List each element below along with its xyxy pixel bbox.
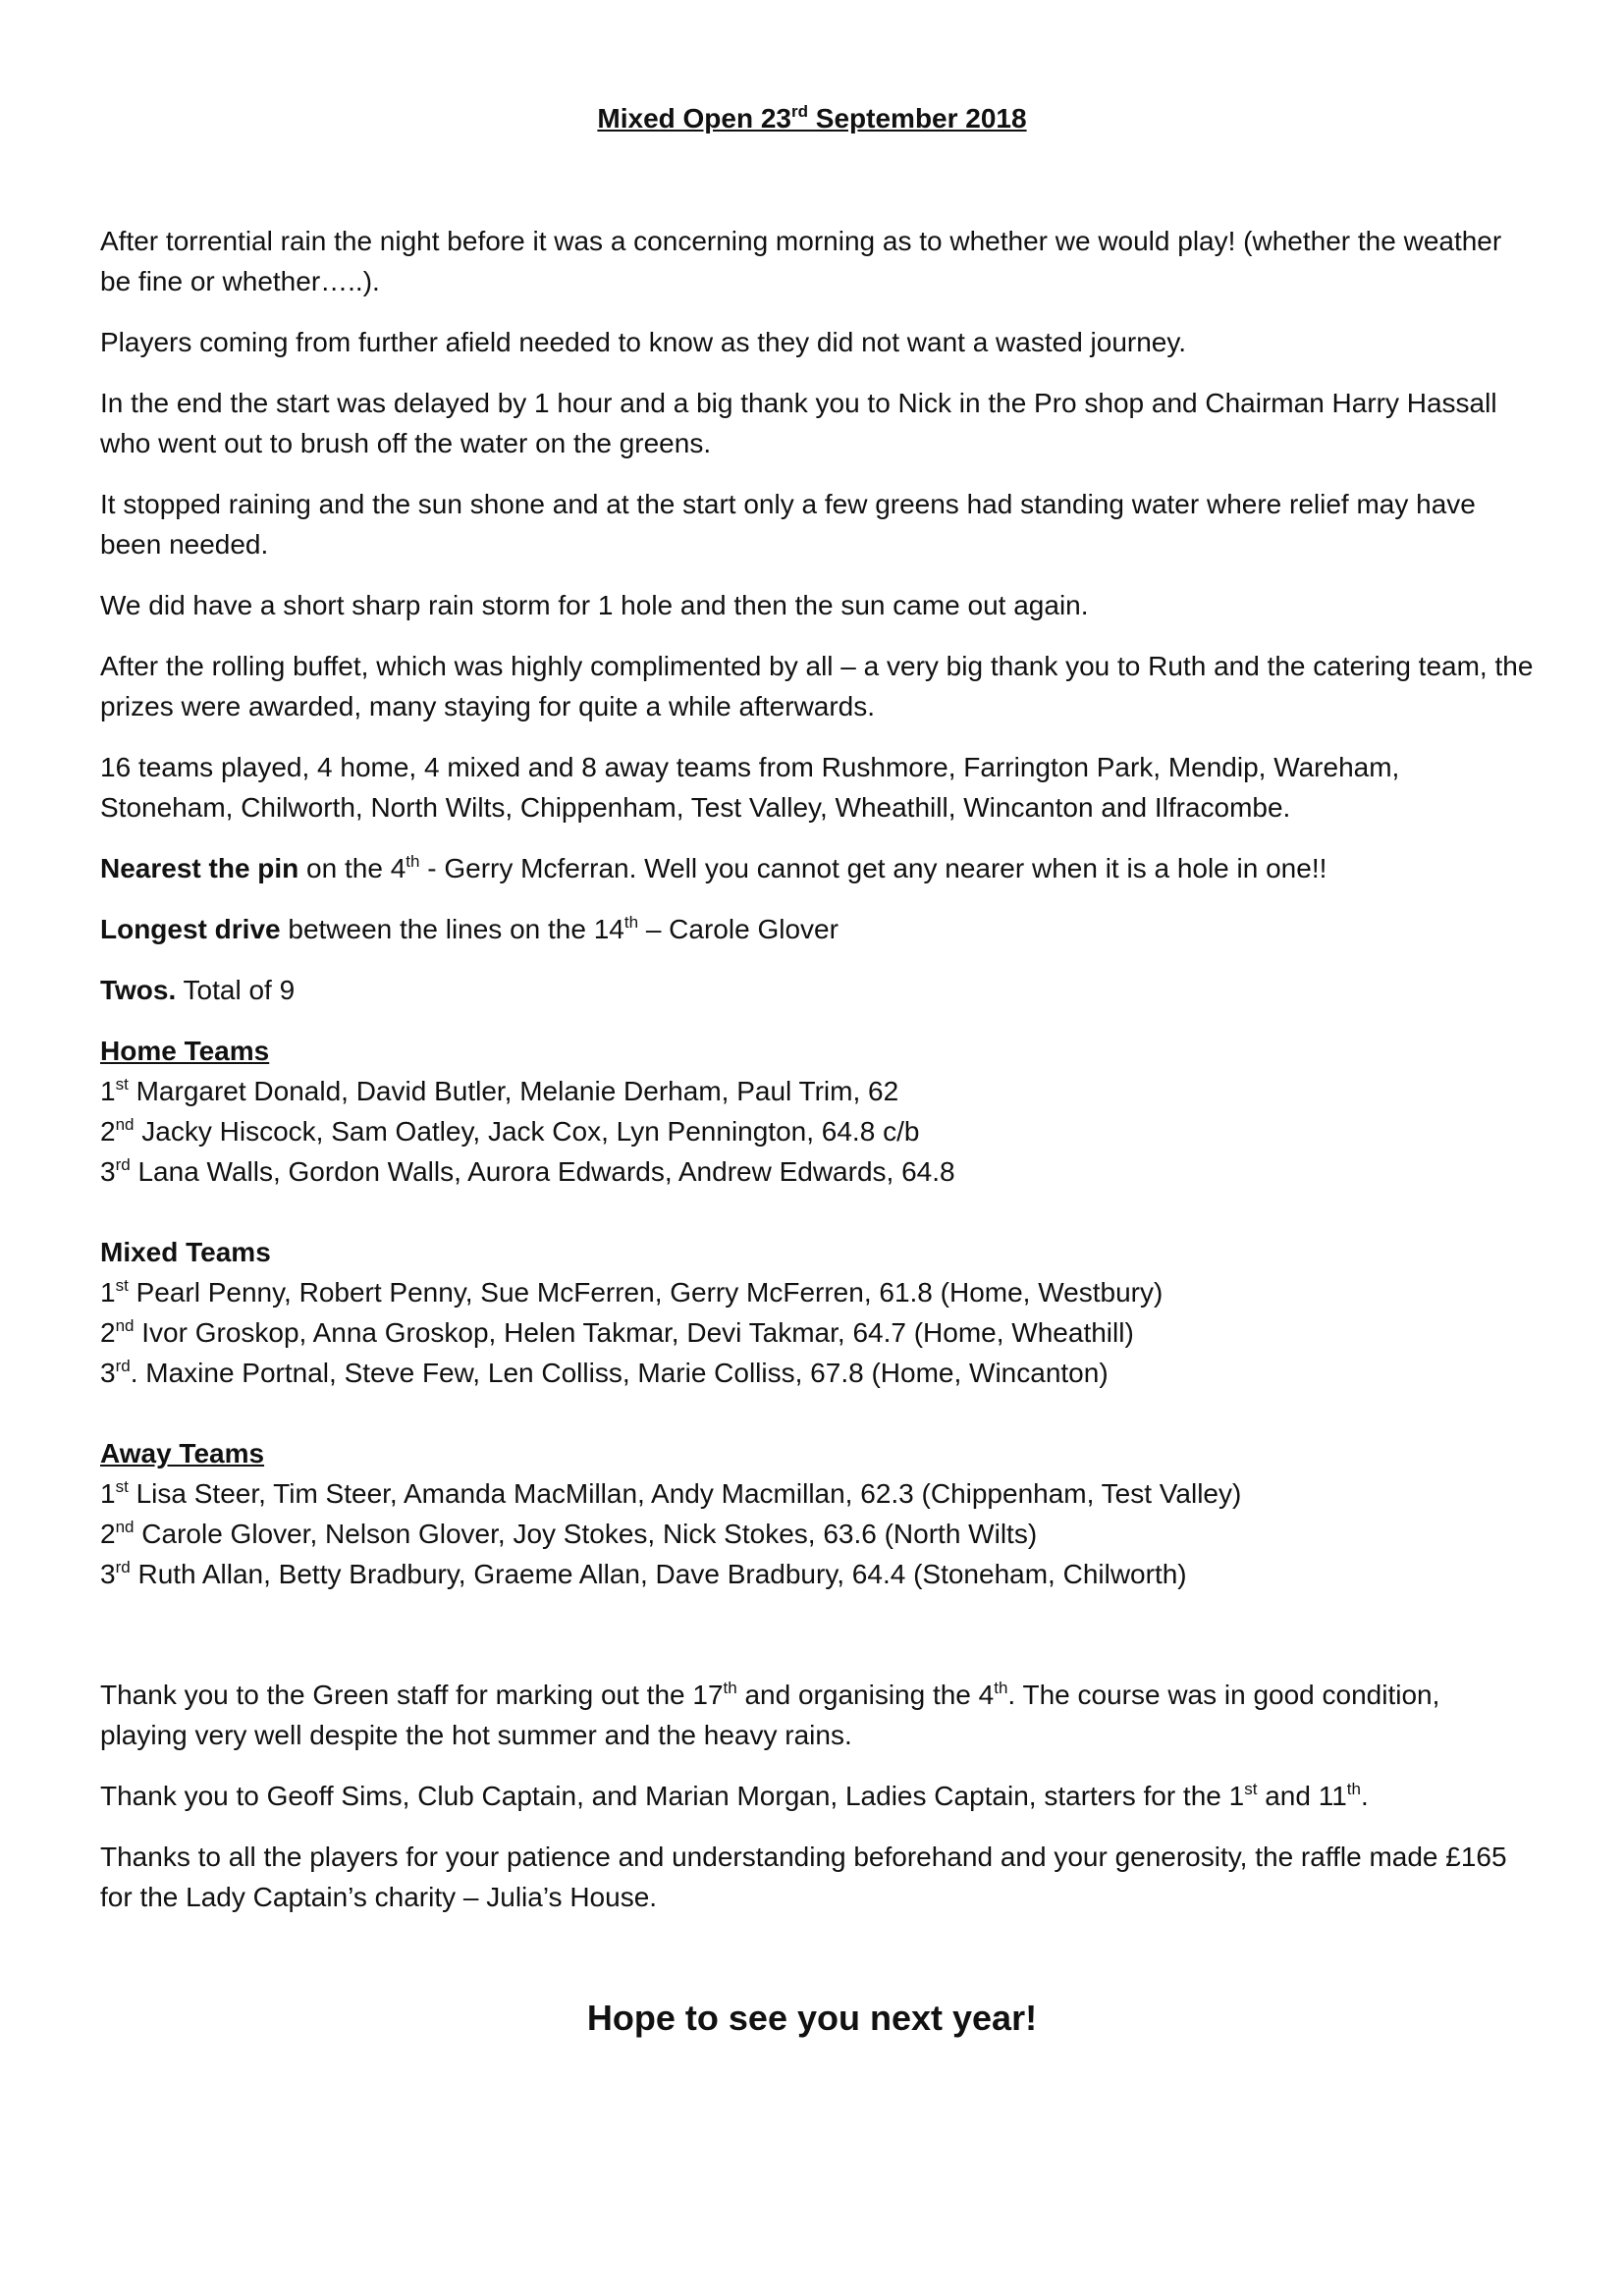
result-row: [100, 1071, 1534, 1111]
position: 3: [100, 1559, 116, 1589]
title-text-end: September 2018: [808, 103, 1027, 133]
thanks-superscript: th: [723, 1679, 737, 1697]
position: 1: [100, 1478, 116, 1509]
award-superscript: th: [406, 852, 420, 871]
thanks-superscript: th: [1346, 1780, 1361, 1798]
result-row: [100, 1514, 1534, 1554]
paragraph-buffet: After the rolling buffet, which was highly complimented by all – a very big thank you to Ruth and the catering team, the prizes were awarded, many staying for quite a while afterwards.: [100, 651, 1534, 721]
award-superscript: th: [623, 913, 639, 932]
result-text: Carole Glover, Nelson Glover, Joy Stokes, Nick Stokes, 63.6 (North Wilts): [134, 1519, 1038, 1549]
title-text: Mixed Open 23: [597, 103, 792, 133]
closing-message: Hope to see you next year!: [586, 1998, 1038, 2038]
thanks-text: and 11: [1257, 1781, 1347, 1811]
paragraph-players: Players coming from further afield needed to know as they did not want a wasted journey.: [100, 327, 1187, 357]
award-text: between the lines on the 14: [280, 914, 624, 944]
mixed-teams-section: [100, 1232, 1534, 1393]
position-suffix: rd: [115, 1357, 131, 1375]
title-superscript: rd: [791, 102, 809, 121]
result-text: Jacky Hiscock, Sam Oatley, Jack Cox, Lyn Pennington, 64.8 c/b: [134, 1116, 920, 1147]
result-text: Ruth Allan, Betty Bradbury, Graeme Allan, Dave Bradbury, 64.4 (Stoneham, Chilworth): [130, 1559, 1187, 1589]
section-heading: Home Teams: [100, 1036, 270, 1066]
position-suffix: st: [115, 1075, 129, 1094]
award-twos: [100, 970, 1534, 1010]
result-row: [100, 1111, 1534, 1151]
position-suffix: rd: [115, 1155, 131, 1174]
award-nearest-pin: [100, 848, 1534, 888]
section-heading: Away Teams: [100, 1438, 265, 1468]
award-label: Longest drive: [100, 914, 281, 944]
paragraph-rain: After torrential rain the night before it was a concerning morning as to whether we would play! (whether the weather be fine or whether…..).: [100, 226, 1502, 296]
result-text: Lisa Steer, Tim Steer, Amanda MacMillan, Andy Macmillan, 62.3 (Chippenham, Test Valley): [128, 1478, 1242, 1509]
award-text: on the 4: [298, 853, 406, 883]
award-text-end: - Gerry Mcferran. Well you cannot get any nearer when it is a hole in one!!: [419, 853, 1327, 883]
paragraph-teams: 16 teams played, 4 home, 4 mixed and 8 away teams from Rushmore, Farrington Park, Mendip, Wareham, Stoneham, Chilworth, North Wilts, Chippenham, Test Valley, Wheathill, Wincanton and Ilfracombe.: [100, 752, 1400, 823]
result-row: [100, 1554, 1534, 1594]
position-suffix: st: [115, 1477, 129, 1496]
award-text: Total of 9: [176, 975, 296, 1005]
result-row: [100, 1272, 1534, 1312]
position: 2: [100, 1317, 116, 1348]
thanks-text: Thank you to Geoff Sims, Club Captain, and Marian Morgan, Ladies Captain, starters for the 1: [100, 1781, 1245, 1811]
position: 1: [100, 1277, 116, 1308]
result-text: . Maxine Portnal, Steve Few, Len Colliss, Marie Colliss, 67.8 (Home, Wincanton): [130, 1358, 1109, 1388]
position: 2: [100, 1116, 116, 1147]
result-text: Ivor Groskop, Anna Groskop, Helen Takmar, Devi Takmar, 64.7 (Home, Wheathill): [134, 1317, 1134, 1348]
position: 2: [100, 1519, 116, 1549]
position: 3: [100, 1358, 116, 1388]
result-text: Pearl Penny, Robert Penny, Sue McFerren, Gerry McFerren, 61.8 (Home, Westbury): [128, 1277, 1164, 1308]
thanks-superscript: st: [1244, 1780, 1258, 1798]
thanks-players: Thanks to all the players for your patience and understanding beforehand and your generosity, the raffle made £165 for the Lady Captain’s charity – Julia’s House.: [100, 1842, 1507, 1912]
result-row: [100, 1473, 1534, 1514]
result-row: [100, 1312, 1534, 1353]
position-suffix: nd: [115, 1316, 135, 1335]
paragraph-storm: We did have a short sharp rain storm for 1 hole and then the sun came out again.: [100, 590, 1089, 620]
thanks-text: . The course was in good condition, playing very well despite the hot summer and the heavy rains.: [100, 1680, 1440, 1750]
thanks-text: and organising the 4: [736, 1680, 995, 1710]
thanks-starters: [100, 1776, 1534, 1816]
position-suffix: nd: [115, 1115, 135, 1134]
position: 3: [100, 1156, 116, 1187]
paragraph-delay: In the end the start was delayed by 1 hour and a big thank you to Nick in the Pro shop and Chairman Harry Hassall who went out to brush off the water on the greens.: [100, 388, 1497, 458]
position-suffix: rd: [115, 1558, 131, 1576]
result-text: Lana Walls, Gordon Walls, Aurora Edwards, Andrew Edwards, 64.8: [130, 1156, 955, 1187]
position-suffix: nd: [115, 1518, 135, 1536]
award-longest-drive: [100, 909, 1534, 949]
home-teams-section: [100, 1031, 1534, 1192]
result-row: [100, 1151, 1534, 1192]
result-text: Margaret Donald, David Butler, Melanie Derham, Paul Trim, 62: [128, 1076, 899, 1106]
thanks-text: .: [1360, 1781, 1369, 1811]
thanks-green-staff: [100, 1675, 1534, 1755]
section-heading: Mixed Teams: [100, 1237, 271, 1267]
position-suffix: st: [115, 1276, 129, 1295]
paragraph-sun: It stopped raining and the sun shone and at the start only a few greens had standing water where relief may have been needed.: [100, 489, 1476, 560]
position: 1: [100, 1076, 116, 1106]
page-title: [0, 98, 1624, 138]
award-label: Twos.: [100, 975, 177, 1005]
result-row: [100, 1353, 1534, 1393]
thanks-superscript: th: [994, 1679, 1008, 1697]
thanks-text: Thank you to the Green staff for marking out the 17: [100, 1680, 724, 1710]
award-label: Nearest the pin: [100, 853, 299, 883]
away-teams-section: [100, 1433, 1534, 1594]
spacer: [100, 1634, 1534, 1675]
award-text-end: – Carole Glover: [638, 914, 839, 944]
document-body: [100, 221, 1534, 1938]
